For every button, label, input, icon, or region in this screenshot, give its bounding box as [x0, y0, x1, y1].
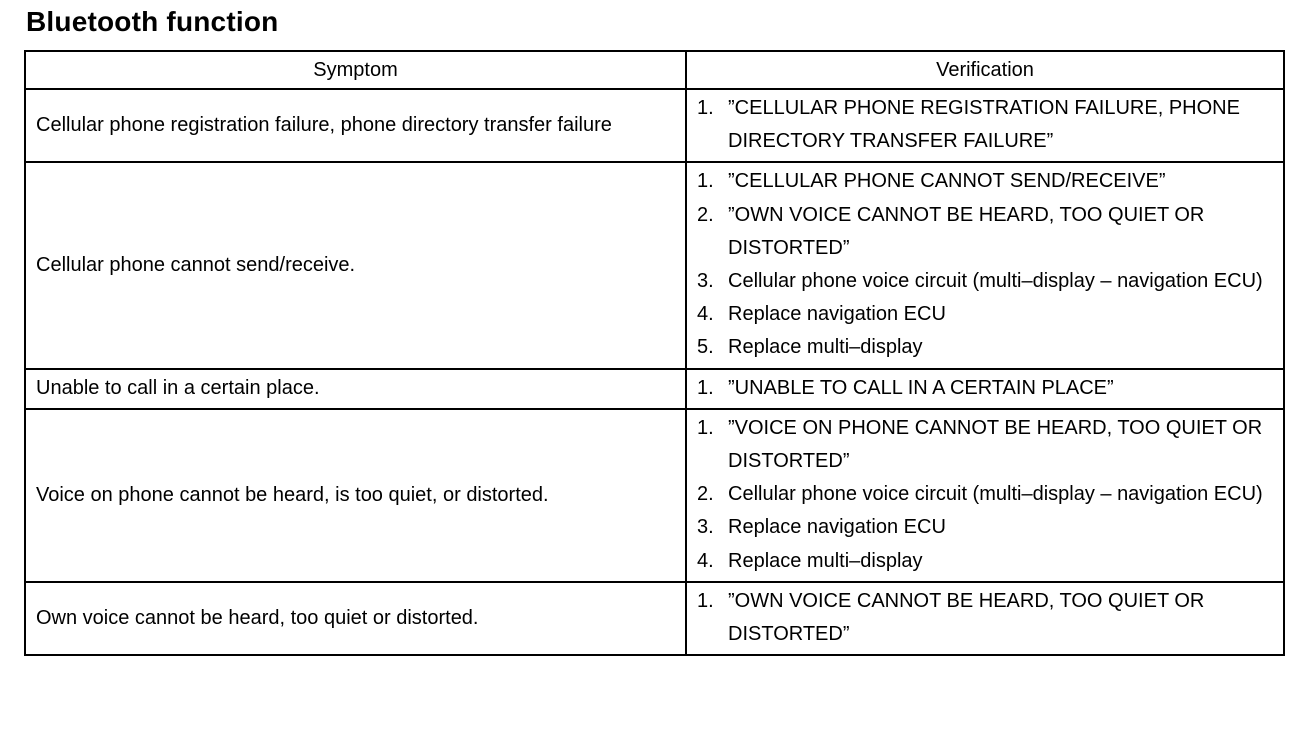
verification-cell — [686, 409, 1284, 582]
verification-steps — [697, 372, 1273, 405]
symptom-cell: Cellular phone cannot send/receive. — [25, 162, 686, 368]
step-text: ”VOICE ON PHONE CANNOT BE HEARD, TOO QUIET OR DISTORTED” — [728, 416, 1263, 473]
verification-steps — [697, 92, 1273, 158]
step-number: 1. — [697, 416, 714, 439]
step-number: 5. — [697, 336, 714, 359]
verification-cell — [686, 582, 1284, 655]
table-body — [25, 89, 1284, 655]
symptom-cell: Unable to call in a certain place. — [25, 369, 686, 409]
step-number: 4. — [697, 303, 714, 326]
symptom-table — [24, 50, 1285, 656]
symptom-cell: Own voice cannot be heard, too quiet or distorted. — [25, 582, 686, 655]
step-text: ”CELLULAR PHONE REGISTRATION FAILURE, PHONE DIRECTORY TRANSFER FAILURE” — [728, 97, 1240, 153]
verification-header: Verification — [686, 51, 1284, 89]
verification-step — [697, 199, 1273, 265]
step-text: ”OWN VOICE CANNOT BE HEARD, TOO QUIET OR DISTORTED” — [728, 589, 1205, 646]
verification-step — [697, 265, 1273, 298]
verification-step — [697, 331, 1273, 364]
verification-step — [697, 412, 1273, 478]
verification-cell — [686, 89, 1284, 162]
verification-steps — [697, 585, 1273, 651]
verification-step — [697, 92, 1273, 158]
step-number: 1. — [697, 97, 714, 119]
step-number: 1. — [697, 170, 714, 193]
verification-step — [697, 545, 1273, 578]
verification-step — [697, 585, 1273, 651]
verification-cell — [686, 162, 1284, 368]
step-number: 4. — [697, 549, 714, 572]
verification-steps — [697, 412, 1273, 578]
table-row — [25, 369, 1284, 409]
step-number: 3. — [697, 516, 714, 539]
verification-cell — [686, 369, 1284, 409]
step-text: ”CELLULAR PHONE CANNOT SEND/RECEIVE” — [728, 170, 1166, 193]
step-text: Replace multi–display — [728, 336, 923, 359]
table-row — [25, 582, 1284, 655]
step-text: Cellular phone voice circuit (multi–display – navigation ECU) — [728, 483, 1263, 506]
symptom-header: Symptom — [25, 51, 686, 89]
verification-step — [697, 298, 1273, 331]
verification-step — [697, 372, 1273, 405]
step-text: Replace navigation ECU — [728, 516, 946, 539]
symptom-cell: Voice on phone cannot be heard, is too quiet, or distorted. — [25, 409, 686, 582]
step-text: ”OWN VOICE CANNOT BE HEARD, TOO QUIET OR DISTORTED” — [728, 203, 1205, 259]
step-text: ”UNABLE TO CALL IN A CERTAIN PLACE” — [728, 376, 1114, 399]
verification-step — [697, 165, 1273, 198]
table-row — [25, 409, 1284, 582]
table-header-row — [25, 51, 1284, 89]
table-row — [25, 89, 1284, 162]
step-text: Replace navigation ECU — [728, 303, 946, 326]
step-number: 1. — [697, 589, 714, 612]
step-text: Cellular phone voice circuit (multi–display – navigation ECU) — [728, 270, 1263, 293]
step-number: 2. — [697, 483, 714, 506]
step-number: 3. — [697, 270, 714, 293]
verification-step — [697, 511, 1273, 544]
verification-step — [697, 478, 1273, 511]
table-row — [25, 162, 1284, 368]
step-number: 1. — [697, 376, 714, 399]
step-number: 2. — [697, 203, 714, 226]
page-title: Bluetooth function — [26, 6, 279, 37]
symptom-cell: Cellular phone registration failure, phone directory transfer failure — [25, 89, 686, 162]
step-text: Replace multi–display — [728, 549, 923, 572]
verification-steps — [697, 165, 1273, 364]
